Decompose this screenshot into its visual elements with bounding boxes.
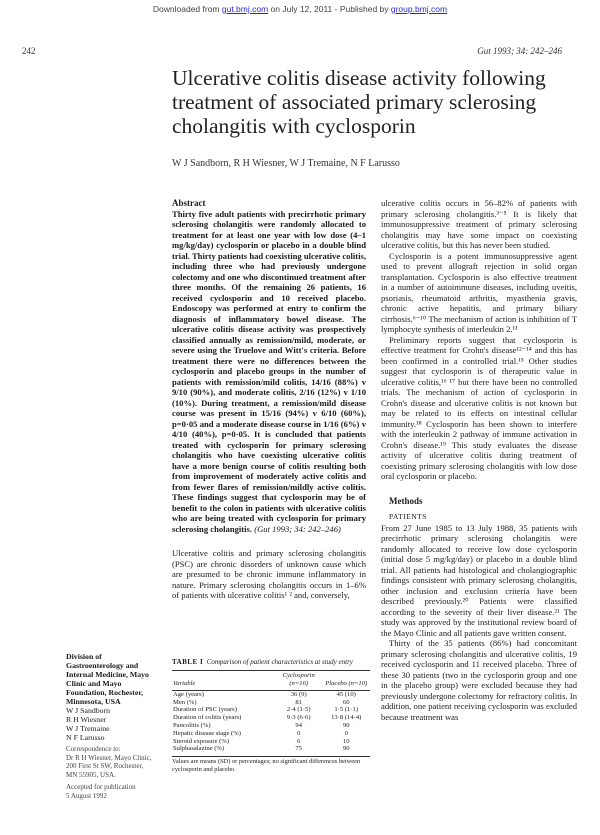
abstract-citation: (Gut 1993; 34: 242–246) — [254, 523, 341, 534]
table-caption — [172, 658, 370, 667]
table-label: TABLE I — [172, 658, 204, 666]
table-cell: Men (%) — [173, 698, 197, 706]
journal-reference: Gut 1993; 34: 242–246 — [477, 46, 562, 56]
table-header-cell: Cyclosporin (n=16) — [275, 670, 323, 690]
table-cell: 81 — [295, 698, 302, 706]
table-cell: 60 — [342, 698, 350, 706]
affiliation-line: Internal Medicine, Mayo — [66, 670, 149, 679]
table-title: Comparison of patient characteristics at study entry — [206, 658, 353, 666]
right-paragraph-3: Preliminary reports suggest that cyclosporin is effective treatment for Crohn's disease¹²⁻¹⁴ and this has been confirmed in a controlled trial.¹⁵ Other studies suggest that cyclosporin is of therapeutic value in ulcerative colitis,¹⁶ ¹⁷ but there have been no controlled trials. The mechanism of action of cyclosporin in Crohn's disease and ulcerative colitis is not known but may be related to its effects on intestinal cellular immunity.¹⁸ Cyclosporin has been shown to interfere with the interleukin 2 pathway of immune activation in Crohn's disease.¹⁹ This study evaluates the disease activity of ulcerative colitis during treatment of coexisting primary sclerosing cholangitis with low dose oral cyclosporin or placebo. — [381, 334, 577, 481]
table-cell: 13·8 (14·4) — [331, 714, 362, 722]
methods-heading: Methods — [389, 495, 423, 506]
abstract-text: Thirty five adult patients with precirrhotic primary sclerosing cholangitis were randomly allocated to treatment for at least one year with low dose (4–1 mg/kg/day) cyclosporin or placebo in a double blind trial. Thirty patients had coexisting ulcerative colitis, including three who had previously undergone colectomy and one who discontinued treatment after three months. Of the remaining 26 patients, 16 received cyclosporin and 10 received placebo. Endoscopy was performed at entry to confirm the diagnosis of inflammatory bowel disease. The ulcerative colitis disease activity was prospectively classified annually as remission/mild, moderate, or severe using the Truelove and Witt's criteria. Before treatment there were no differences between the cyclosporin and placebo groups in the number of patients with remission/mild colitis, 14/16 (88%) v 9/10 (90%), and moderate colitis, 2/16 (12%) v 1/10 (10%). During treatment, a remission/mild disease course was present in 15/16 (94%) v 6/10 (60%), p=0·05 and a moderate disease course in 1/16 (6%) v 4/10 (40%), p=0·05. It is concluded that patients treated with cyclosporin for primary sclerosing cholangitis who have coexisting ulcerative colitis have a more benign course of colitis resulting both from improvement of moderately active colitis and from fewer flares of remission/mildly active colitis. These findings suggest that cyclosporin may be of benefit to the colon in patients with ulcerative colitis who are being treated with cyclosporin for primary sclerosing cholangitis. — [172, 208, 366, 534]
correspondence-line: MN 55905, USA. — [66, 770, 116, 779]
affiliation-author: W J Sandborn — [66, 706, 111, 715]
accepted-line: 5 August 1992 — [66, 791, 107, 800]
table-cell: 10 — [342, 737, 350, 745]
affiliation-line: Minnesota, USA — [66, 697, 121, 706]
table-cell: 90 — [342, 745, 350, 753]
table-cell: 0 — [344, 729, 348, 737]
table-cell: 1·5 (1·1) — [334, 706, 359, 714]
abstract-body — [172, 209, 366, 535]
table-cell: Hepatic disease stage (%) — [173, 729, 241, 737]
methods-paragraph-1: From 27 June 1985 to 13 July 1988, 35 patients with precirrhotic primary sclerosing cholangitis were randomly allocated to receive low dose cyclosporin (initial dose 5 mg/kg/day) or placebo in a double blind trial. All patients had histological and cholangiographic findings consistent with primary sclerosing cholangitis, other inclusion and exclusion criteria have been described previously.²⁰ Patients were classified according to the severity of their liver disease.²¹ The study was approved by the institutional review board of the Mayo Clinic and all patients gave written consent. — [381, 522, 577, 638]
table-cell: Pancolitis (%) — [173, 721, 211, 729]
left-column — [172, 198, 366, 601]
table-row — [172, 745, 370, 753]
table-row — [172, 706, 370, 714]
table-cell: 90 — [342, 721, 350, 729]
article-authors: W J Sandborn, R H Wiesner, W J Tremaine, N F Larusso — [172, 158, 400, 169]
affiliation-line: Foundation, Rochester, — [66, 688, 144, 697]
table-row — [172, 722, 370, 730]
table-cell: Duration of PSC (years) — [173, 706, 237, 714]
banner-middle: on July 12, 2011 - Published by — [268, 4, 391, 14]
table-row — [172, 690, 370, 698]
accepted-line: Accepted for publication — [66, 783, 136, 791]
table-header-cell: Placebo (n=10) — [322, 670, 370, 690]
page-number: 242 — [22, 46, 36, 56]
right-column — [381, 198, 577, 722]
table-cell: Steroid exposure (%) — [173, 737, 230, 745]
methods-paragraph-2: Thirty of the 35 patients (86%) had concomitant primary sclerosing cholangitis and ulcerative colitis, 19 received cyclosporin and 11 received placebo. Three of these 30 patients (two in the cyclosporin group and one in the placebo group) were excluded because they had previously undergone colectomy for refractory colitis. In addition, one patient receiving cyclosporin was excluded because treatment was — [381, 638, 577, 722]
table-1 — [172, 658, 370, 773]
article-title: Ulcerative colitis disease activity following treatment of associated primary sclerosing cholangitis with cyclosporin — [172, 66, 546, 138]
banner-prefix: Downloaded from — [152, 4, 222, 14]
patients-heading: PATIENTS — [389, 512, 427, 521]
table-cell: 36 (9) — [290, 690, 307, 698]
table-row — [172, 699, 370, 707]
table-row — [172, 738, 370, 746]
affiliation-author: N F Larusso — [66, 733, 105, 742]
site-link[interactable]: gut.bmj.com — [221, 4, 269, 14]
correspondence-line: Correspondence to: — [66, 745, 121, 753]
accepted-block — [66, 783, 158, 800]
affiliation-line: Division of — [66, 652, 102, 661]
table-footnote: Values are means (SD) or percentages; no significant differences between cyclosporin and placebo. — [172, 756, 370, 773]
affiliation-author: R H Wiesner — [66, 715, 107, 724]
table-cell: 6 — [297, 737, 301, 745]
affiliation-block — [66, 652, 158, 800]
table-cell: 75 — [295, 745, 302, 753]
abstract-heading: Abstract — [172, 198, 206, 208]
table-header-row — [172, 670, 370, 690]
intro-paragraph: Ulcerative colitis and primary sclerosing cholangitis (PSC) are chronic disorders of unknown cause which are presumed to be chronic immune inflammatory in nature. Primary sclerosing cholangitis occurs in 1–6% of patients with ulcerative colitis¹ ² and, conversely, — [172, 548, 366, 600]
table-cell: 2·4 (1·5) — [286, 706, 311, 714]
publisher-link[interactable]: group.bmj.com — [390, 4, 448, 14]
affiliation-line: Gastroenterology and — [66, 661, 139, 670]
correspondence-block — [66, 745, 158, 779]
table-cell: 9·3 (6·6) — [286, 714, 311, 722]
table-cell: 45 (10) — [336, 690, 356, 698]
table-cell: 0 — [297, 729, 301, 737]
table-cell: Duration of colitis (years) — [173, 714, 242, 722]
correspondence-line: 200 First St SW, Rochester, — [66, 762, 144, 770]
table-cell: Sulphasalazine (%) — [173, 745, 225, 753]
download-banner — [0, 4, 600, 14]
affiliation-line: Clinic and Mayo — [66, 679, 122, 688]
table-row — [172, 730, 370, 738]
table-cell: Age (years) — [173, 690, 204, 698]
table-cell: 94 — [295, 721, 302, 729]
table-header-cell: Variable — [172, 670, 275, 690]
affiliation-author: W J Tremaine — [66, 724, 110, 733]
table-row — [172, 714, 370, 722]
right-paragraph-1: ulcerative colitis occurs in 56–82% of patients with primary sclerosing cholangitis.³⁻⁵ It is likely that immunosuppressive treatment of primary sclerosing cholangitis may have some impact on coexisting ulcerative colitis, but this has never been studied. — [381, 198, 577, 250]
right-paragraph-2: Cyclosporin is a potent immunosuppressive agent used to prevent allograft rejection in solid organ transplantation. Cyclosporin is also effective treatment in a number of autoimmune diseases, including uveitis, psoriasis, rheumatoid arthritis, myasthenia gravis, chronic active hepatitis, and primary biliary cirrhosis.⁶⁻¹⁰ The mechanism of action is inhibition of T lymphocyte synthesis of interleukin 2.¹¹ — [381, 250, 577, 334]
correspondence-line: Dr R H Wiesner, Mayo Clinic, — [66, 753, 152, 762]
characteristics-table — [172, 670, 370, 754]
